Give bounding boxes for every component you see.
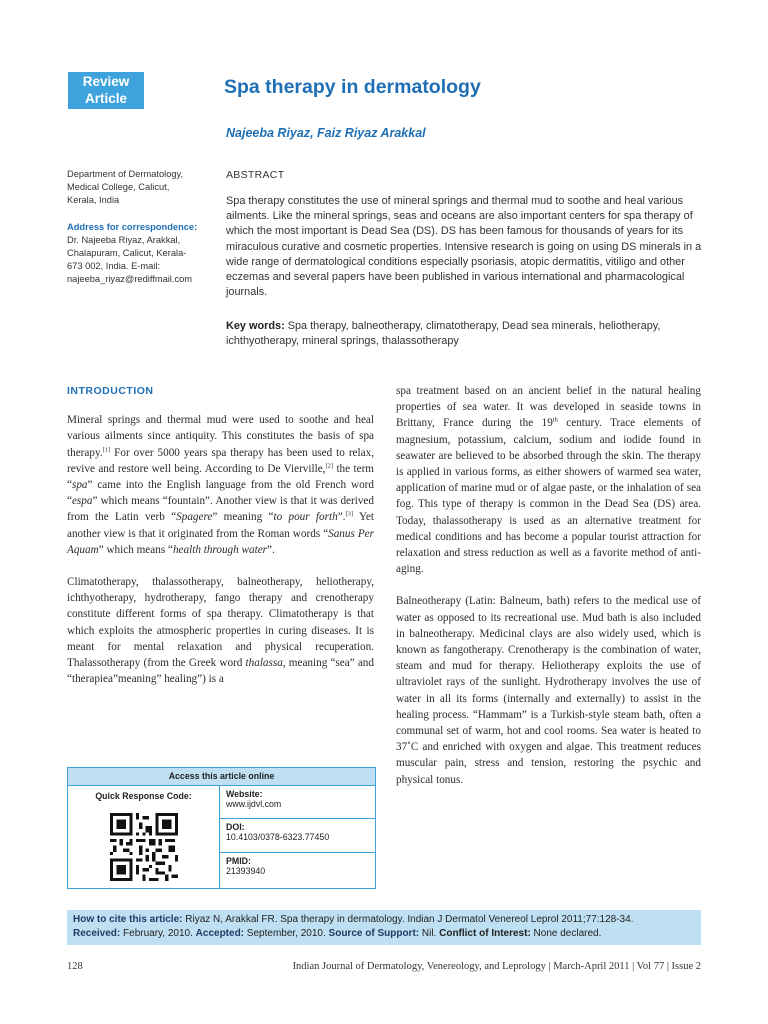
- access-box-heading: Access this article online: [68, 768, 375, 786]
- paragraph: Balneotherapy (Latin: Balneum, bath) refers to the medical use of water as opposed to its recreational use. Mud bath is also included in balneotherapy. Medicinal clays are also widely used, which is known as fangotherapy. Crenotherapy is the combination of water, steam and mud for therapy. Heliotherapy exploits the use of ultraviolet rays of the sunlight. Hydrotherapy involves the use of water in all its forms (internally and externally) to assist in the healing process. “Hammam” is a Turkish-style steam bath, often a communal set of warm, hot and cool rooms. Sea water is heated to 37˚C and enriched with oxygen and algae. This treatment reduces muscular pain, stress and tension, restoring the psychic and physical tonus.: [396, 595, 701, 786]
- reference-1[interactable]: [1]: [102, 445, 111, 453]
- article-title: Spa therapy in dermatology: [224, 76, 481, 98]
- keywords-label: Key words:: [226, 320, 285, 332]
- website-label: Website:: [226, 789, 263, 799]
- pmid-row: [220, 853, 375, 887]
- keywords: [226, 319, 703, 349]
- article-type-badge: [68, 72, 144, 109]
- correspondence-line: 673 002, India. E-mail:: [67, 261, 161, 271]
- received-label: Received:: [73, 928, 121, 939]
- article-info-cell: [220, 786, 375, 888]
- page-number: 128: [67, 961, 83, 972]
- abstract-body: Spa therapy constitutes the use of mineral springs and thermal mud to soothe and heal various ailments. Like the mineral springs, seas and oceans are also important centers for spa therapy of which the most important is Dead Sea (DS). DS has been famous for thousands of years for its miraculous curative and cosmetic properties. Intensive research is going on using DS minerals in a wide range of dermatological conditions especially psoriasis, atopic dermatitis, vitiligo and other eczemas and several papers have been published in various international and pharmacological journals.: [226, 195, 702, 299]
- correspondence-heading: Address for correspondence:: [67, 222, 198, 232]
- qr-label: Quick Response Code:: [95, 791, 192, 801]
- journal-footer-line: Indian Journal of Dermatology, Venereology, and Leprology | March-April 2011 | Vol 77 | Issue 2: [292, 961, 701, 972]
- qr-code-icon[interactable]: [110, 813, 178, 881]
- accepted-label: Accepted:: [195, 928, 245, 939]
- affiliation-line: Medical College, Calicut,: [67, 182, 170, 192]
- correspondence-line: Chalapuram, Calicut, Kerala-: [67, 248, 187, 258]
- abstract-heading: ABSTRACT: [226, 169, 285, 181]
- article-history: Received: February, 2010. Accepted: September, 2010. Source of Support: Nil. Conflict of Interest: None declared.: [73, 928, 602, 939]
- correspondence-email: najeeba_riyaz@rediffmail.com: [67, 274, 193, 284]
- correspondence-address: [67, 234, 217, 286]
- doi-row: [220, 819, 375, 853]
- website-row: [220, 786, 375, 819]
- how-to-cite-text: Riyaz N, Arakkal FR. Spa therapy in dermatology. Indian J Dermatol Venereol Leprol 2011;77:128-34.: [182, 914, 634, 925]
- affiliation-sidebar: [67, 168, 217, 286]
- pmid-label: PMID:: [226, 856, 251, 866]
- badge-line-1: Review: [82, 74, 130, 89]
- left-column: [67, 383, 374, 703]
- doi-label: DOI:: [226, 822, 245, 832]
- qr-cell: [68, 786, 220, 888]
- pmid-value[interactable]: 21393940: [226, 866, 266, 876]
- introduction-heading: INTRODUCTION: [67, 385, 154, 397]
- website-link[interactable]: www.ijdvl.com: [226, 799, 282, 809]
- affiliation-line: Kerala, India: [67, 195, 120, 205]
- source-label: Source of Support:: [328, 928, 420, 939]
- doi-link[interactable]: 10.4103/0378-6323.77450: [226, 832, 330, 842]
- correspondence-line: Dr. Najeeba Riyaz, Arakkal,: [67, 235, 181, 245]
- reference-3[interactable]: [3]: [345, 510, 354, 518]
- paragraph: Mineral springs and thermal mud were used to soothe and heal various ailments since antiquity. This constitutes the basis of spa therapy.[1] For over 5000 years spa therapy has been used to relax, revive and restore well being. According to De Vierville,[2] the term “spa” came into the English language from the old French word “espa” which means “fountain”. Another view is that it was derived from the Latin verb “Spagere” meaning “to pour forth”.[3] Yet another view is that it originated from the Roman words “Sanus Per Aquam” which means “health through water”.: [67, 414, 374, 556]
- access-online-box: [67, 767, 376, 889]
- paragraph: spa treatment based on an ancient belief in the natural healing properties of sea water. It was developed in seaside towns in Brittany, France during the 19th century. Trace elements of magnesium, potassium, calcium, sodium and iodide found in seawater are believed to be absorbed through the skin. The therapy is applied in various forms, as either showers of warmed sea water, application of marine mud or of algae paste, or the inhalation of sea fog. This type of therapy is common in the Dead Sea (DS) area. Today, thalassotherapy is used as an alternative treatment for medical conditions and has become a popular tourist attraction for relaxation and stress reduction as well as a favorite method of anti-aging.: [396, 385, 701, 576]
- citation-box: [67, 910, 701, 945]
- authors: Najeeba Riyaz, Faiz Riyaz Arakkal: [226, 126, 426, 140]
- badge-line-2: Article: [84, 91, 128, 106]
- reference-2[interactable]: [2]: [325, 462, 334, 470]
- affiliation-line: Department of Dermatology,: [67, 169, 184, 179]
- how-to-cite: [73, 913, 695, 927]
- keywords-text: Spa therapy, balneotherapy, climatotherapy, Dead sea minerals, heliotherapy, ichthyotherapy, mineral springs, thalassotherapy: [226, 320, 661, 348]
- paragraph: Climatotherapy, thalassotherapy, balneotherapy, heliotherapy, ichthyotherapy, hydrotherapy, fango therapy and crenotherapy constitute different forms of spa therapy. Climatotherapy is that which exploits the atmospheric properties in curing diseases. It is meant for mental relaxation and physical recuperation. Thalassotherapy (from the Greek word thalassa, meaning “sea” and “therapiea”meaning” healing”) is a: [67, 576, 374, 686]
- conflict-label: Conflict of Interest:: [439, 928, 531, 939]
- right-column: [396, 383, 701, 804]
- affiliation: [67, 168, 217, 207]
- how-to-cite-label: How to cite this article:: [73, 914, 183, 925]
